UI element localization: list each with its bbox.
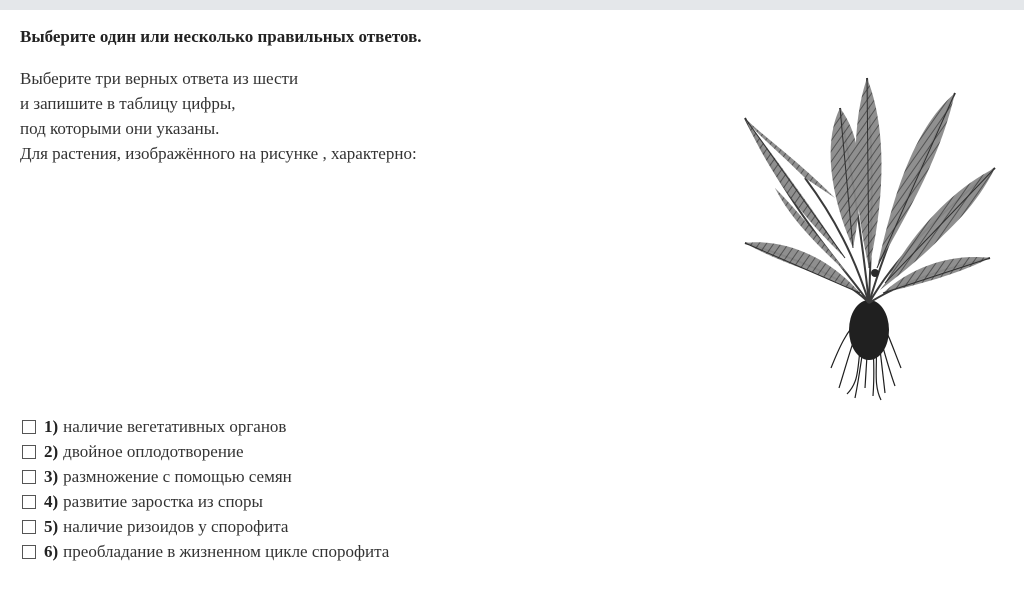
top-bar [0,0,1024,10]
root-mass [849,300,889,360]
option-3[interactable] [22,464,389,489]
option-4[interactable] [22,489,389,514]
option-1[interactable] [22,414,389,439]
checkbox-4[interactable] [22,495,36,509]
question-line: под которыми они указаны. [20,119,220,138]
fiddlehead [871,269,879,277]
question-line: Для растения, изображённого на рисунке , характерно: [20,144,417,163]
option-text: преобладание в жизненном цикле спорофита [63,541,390,561]
checkbox-5[interactable] [22,520,36,534]
option-5[interactable] [22,514,389,539]
option-2[interactable] [22,439,389,464]
option-number: 3) [44,466,59,486]
fronds [745,78,995,293]
option-text: двойное оплодотворение [63,441,244,461]
checkbox-1[interactable] [22,420,36,434]
question-line: Выберите три верных ответа из шести [20,69,299,88]
option-text: размножение с помощью семян [63,466,292,486]
task-heading: Выберите один или несколько правильных ответов. [20,27,422,46]
fern-plant-image [735,68,1005,403]
checkbox-2[interactable] [22,445,36,459]
answer-options [22,414,389,564]
option-number: 4) [44,491,59,511]
question-line: и запишите в таблицу цифры, [20,94,236,113]
option-number: 6) [44,541,59,561]
option-text: развитие заростка из споры [63,491,263,511]
option-number: 2) [44,441,59,461]
checkbox-6[interactable] [22,545,36,559]
option-6[interactable] [22,539,389,564]
option-number: 5) [44,516,59,536]
option-number: 1) [44,416,59,436]
option-text: наличие вегетативных органов [63,416,287,436]
checkbox-3[interactable] [22,470,36,484]
option-text: наличие ризоидов у спорофита [63,516,289,536]
question-text [20,66,417,166]
